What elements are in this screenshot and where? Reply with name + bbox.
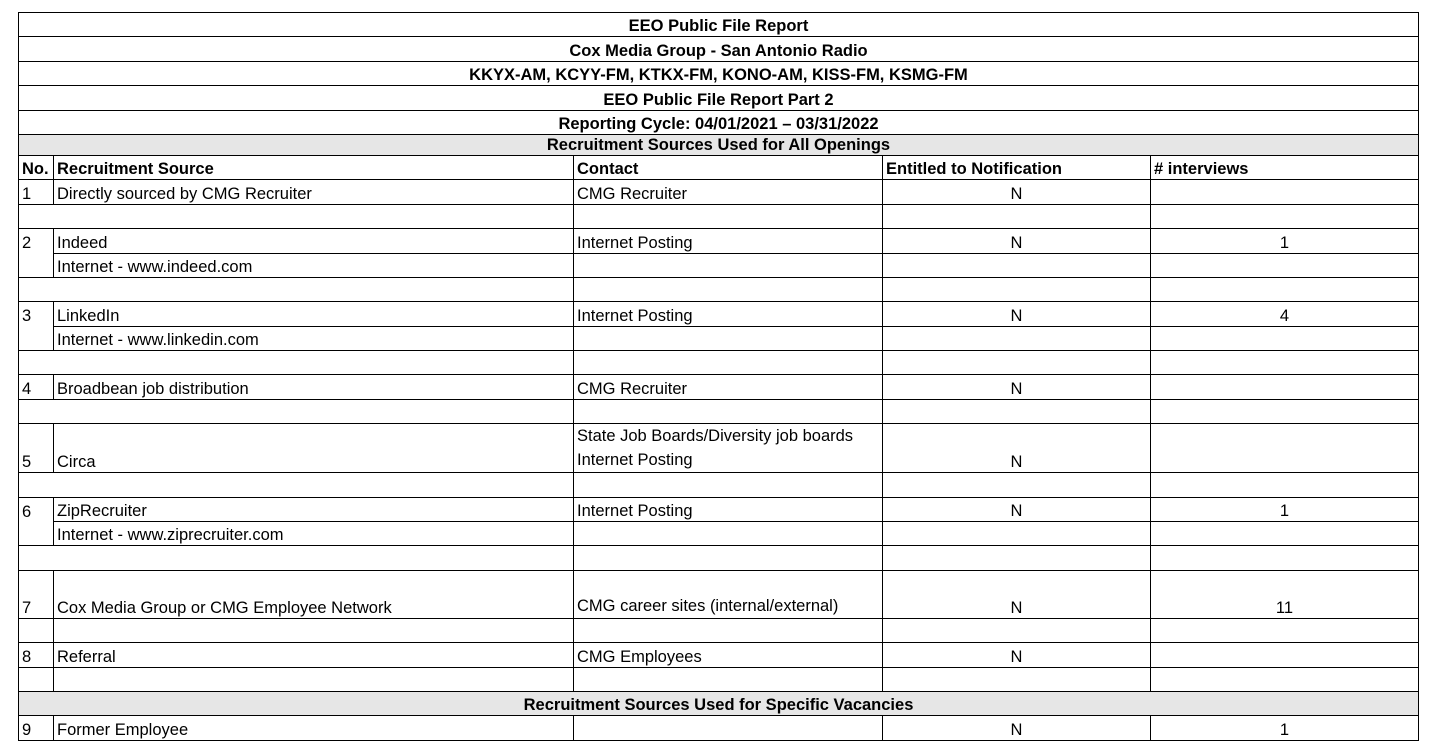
table-row: [19, 424, 1419, 473]
recruitment-source: Former Employee: [54, 716, 574, 740]
entitled-to-notification: N: [883, 180, 1151, 204]
spacer-row: [19, 399, 1419, 423]
report-title: EEO Public File Report: [19, 13, 1419, 37]
row-number: 9: [19, 716, 54, 740]
contact: Internet Posting: [574, 302, 883, 326]
table-row: [19, 643, 1419, 667]
recruitment-source: Circa: [54, 424, 574, 473]
table-row: [19, 302, 1419, 326]
recruitment-source: Cox Media Group or CMG Employee Network: [54, 570, 574, 618]
entitled-to-notification: N: [883, 570, 1151, 618]
interview-count: 11: [1151, 570, 1419, 618]
contact: Internet Posting: [574, 229, 883, 253]
section-specific-vacancies: Recruitment Sources Used for Specific Vacancies: [19, 691, 1419, 715]
table-row: [19, 180, 1419, 204]
recruitment-source: Broadbean job distribution: [54, 375, 574, 399]
row-number: 6: [19, 497, 54, 521]
spacer-row: [19, 618, 1419, 642]
recruitment-source-detail: Internet - www.linkedin.com: [54, 326, 574, 350]
recruitment-source-detail: Internet - www.indeed.com: [54, 253, 574, 277]
interview-count: 1: [1151, 497, 1419, 521]
contact: [574, 716, 883, 740]
col-interviews-header: # interviews: [1151, 155, 1419, 179]
interview-count: [1151, 424, 1419, 473]
interview-count: 1: [1151, 716, 1419, 740]
row-number: 4: [19, 375, 54, 399]
entitled-to-notification: N: [883, 497, 1151, 521]
contact: CMG Recruiter: [574, 180, 883, 204]
row-number: 8: [19, 643, 54, 667]
spacer-row: [19, 667, 1419, 691]
recruitment-source: LinkedIn: [54, 302, 574, 326]
spacer-row: [19, 204, 1419, 228]
row-number: 3: [19, 302, 54, 326]
col-contact-header: Contact: [574, 155, 883, 179]
spacer-row: [19, 473, 1419, 497]
spacer-row: [19, 546, 1419, 570]
interview-count: [1151, 643, 1419, 667]
interview-count: [1151, 180, 1419, 204]
table-row: [19, 229, 1419, 253]
recruitment-source: Indeed: [54, 229, 574, 253]
col-no-header: No.: [19, 155, 54, 179]
contact: CMG career sites (internal/external): [574, 570, 883, 618]
report-part: EEO Public File Report Part 2: [19, 86, 1419, 110]
recruitment-source: ZipRecruiter: [54, 497, 574, 521]
spacer-row: [19, 351, 1419, 375]
row-number: 1: [19, 180, 54, 204]
column-header-row: [19, 155, 1419, 179]
entitled-to-notification: N: [883, 229, 1151, 253]
col-entitled-header: Entitled to Notification: [883, 155, 1151, 179]
table-row: [19, 375, 1419, 399]
table-row-detail: [19, 522, 1419, 546]
recruitment-source: Referral: [54, 643, 574, 667]
station-list: KKYX-AM, KCYY-FM, KTKX-FM, KONO-AM, KISS-FM, KSMG-FM: [19, 61, 1419, 85]
table-row-detail: [19, 326, 1419, 350]
eeo-report-table: [18, 12, 1419, 741]
col-source-header: Recruitment Source: [54, 155, 574, 179]
row-number: 7: [19, 570, 54, 618]
table-row: [19, 570, 1419, 618]
table-row: [19, 716, 1419, 740]
contact: Internet Posting: [574, 497, 883, 521]
spacer-row: [19, 277, 1419, 301]
entitled-to-notification: N: [883, 716, 1151, 740]
table-row: [19, 497, 1419, 521]
interview-count: [1151, 375, 1419, 399]
recruitment-source: Directly sourced by CMG Recruiter: [54, 180, 574, 204]
table-row-detail: [19, 253, 1419, 277]
reporting-cycle: Reporting Cycle: 04/01/2021 – 03/31/2022: [19, 110, 1419, 134]
entitled-to-notification: N: [883, 302, 1151, 326]
row-number: 5: [19, 424, 54, 473]
company-name: Cox Media Group - San Antonio Radio: [19, 37, 1419, 61]
interview-count: 1: [1151, 229, 1419, 253]
entitled-to-notification: N: [883, 375, 1151, 399]
entitled-to-notification: N: [883, 643, 1151, 667]
contact: CMG Employees: [574, 643, 883, 667]
row-number: 2: [19, 229, 54, 253]
entitled-to-notification: N: [883, 424, 1151, 473]
section-all-openings: Recruitment Sources Used for All Openings: [19, 134, 1419, 155]
interview-count: 4: [1151, 302, 1419, 326]
recruitment-source-detail: Internet - www.ziprecruiter.com: [54, 522, 574, 546]
contact: CMG Recruiter: [574, 375, 883, 399]
contact: State Job Boards/Diversity job boards Internet Posting: [574, 424, 883, 473]
